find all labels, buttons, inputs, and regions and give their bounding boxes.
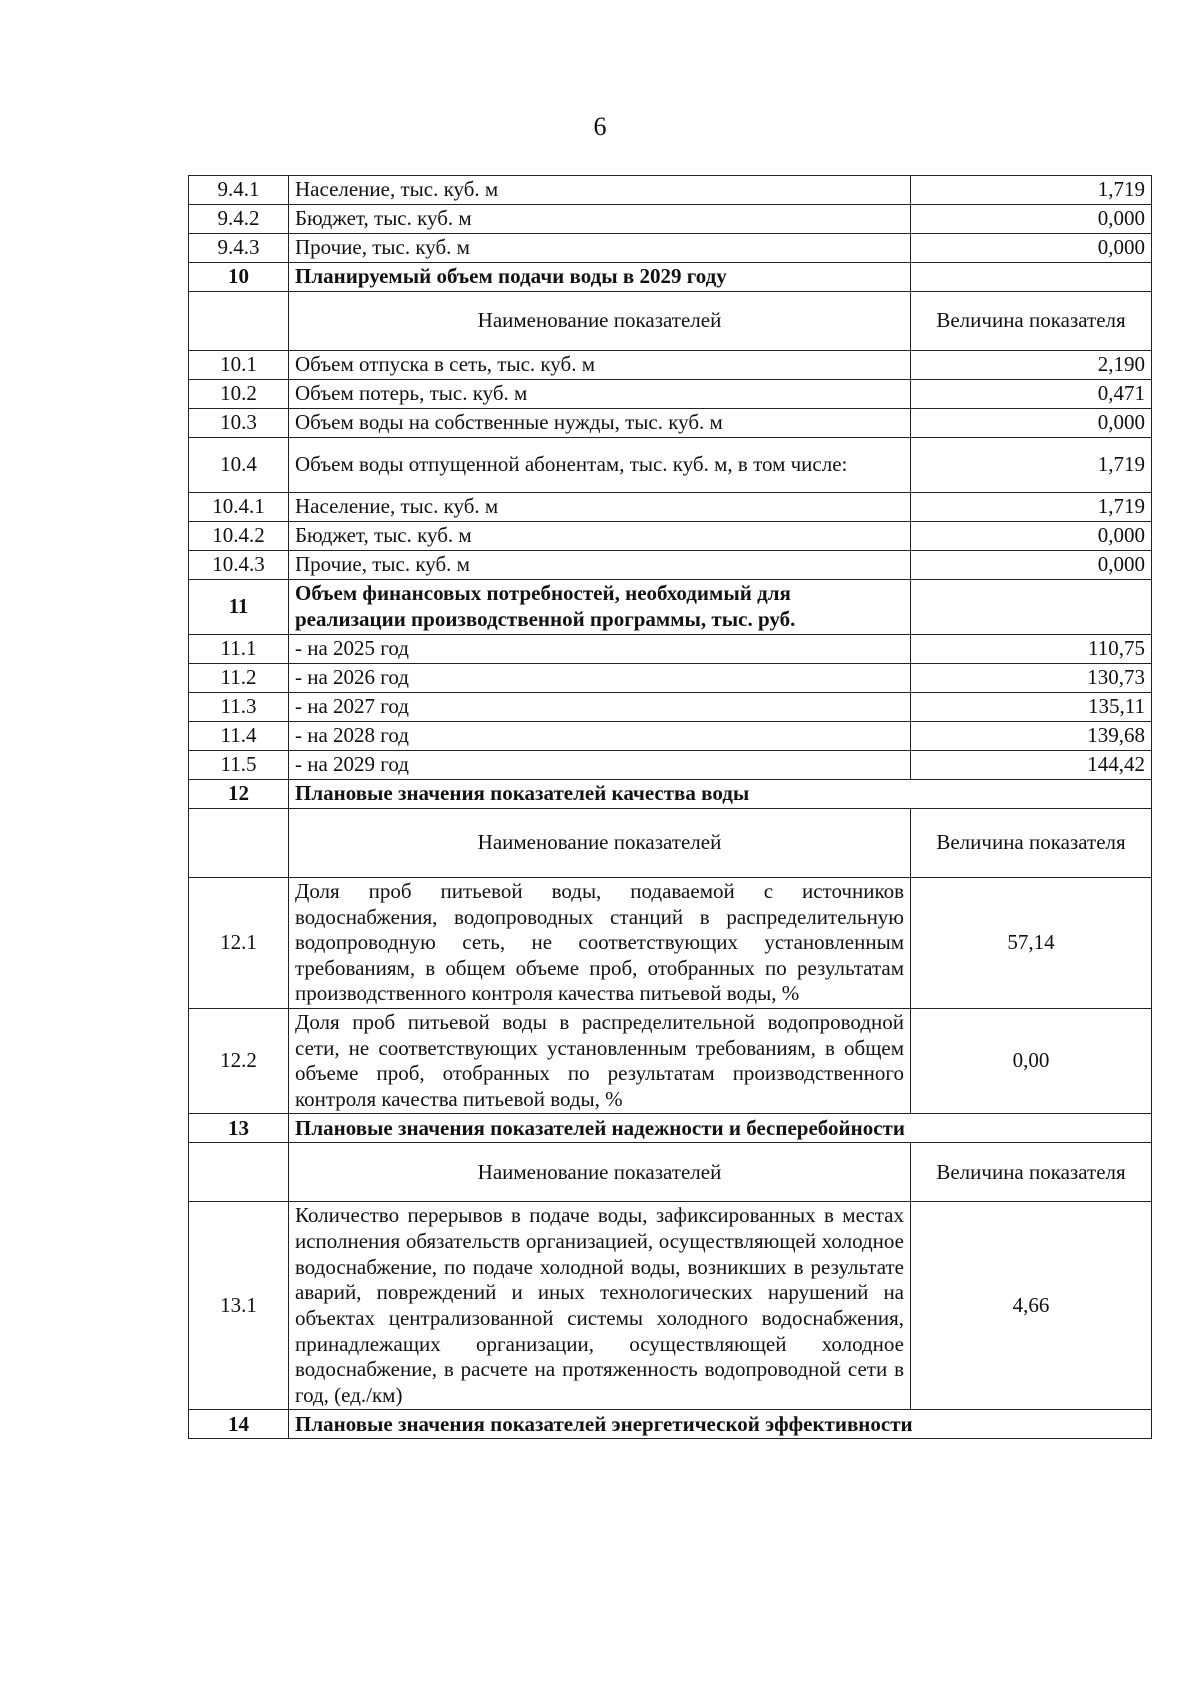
- row-number: 10.4.2: [189, 522, 289, 551]
- table-row: [189, 205, 1152, 234]
- row-name: - на 2025 год: [289, 635, 911, 664]
- row-number: 13.1: [189, 1202, 289, 1410]
- row-number: 10.4: [189, 438, 289, 493]
- empty-cell: [189, 1143, 289, 1202]
- row-value: 144,42: [911, 751, 1152, 780]
- table-row: [189, 176, 1152, 205]
- row-name: Прочие, тыс. куб. м: [289, 234, 911, 263]
- table-row: [189, 635, 1152, 664]
- row-number: 11.5: [189, 751, 289, 780]
- header-row: [189, 292, 1152, 351]
- row-number: 10.4.3: [189, 551, 289, 580]
- row-name: Бюджет, тыс. куб. м: [289, 522, 911, 551]
- row-value: 1,719: [911, 493, 1152, 522]
- table-row: [189, 693, 1152, 722]
- section-number: 14: [189, 1410, 289, 1439]
- empty-cell: [911, 580, 1152, 635]
- row-value: 1,719: [911, 438, 1152, 493]
- section-number: 12: [189, 780, 289, 809]
- row-value: 0,000: [911, 551, 1152, 580]
- header-row: [189, 1143, 1152, 1202]
- section-row-11: [189, 580, 1152, 635]
- table-row: [189, 551, 1152, 580]
- header-name: Наименование показателей: [289, 1143, 911, 1202]
- header-value: Величина показателя: [911, 1143, 1152, 1202]
- row-number: 9.4.2: [189, 205, 289, 234]
- empty-cell: [189, 809, 289, 878]
- header-name: Наименование показателей: [289, 809, 911, 878]
- row-value: 1,719: [911, 176, 1152, 205]
- page-number: 6: [593, 112, 607, 141]
- section-number: 10: [189, 263, 289, 292]
- row-value: 139,68: [911, 722, 1152, 751]
- row-number: 10.2: [189, 380, 289, 409]
- row-name: - на 2026 год: [289, 664, 911, 693]
- table-row: [189, 409, 1152, 438]
- row-number: 10.1: [189, 351, 289, 380]
- row-value: 2,190: [911, 351, 1152, 380]
- section-row-10: [189, 263, 1152, 292]
- row-value: 0,471: [911, 380, 1152, 409]
- table-row: [189, 878, 1152, 1009]
- row-value: 135,11: [911, 693, 1152, 722]
- row-name: Прочие, тыс. куб. м: [289, 551, 911, 580]
- section-title: Плановые значения показателей надежности и бесперебойности: [289, 1114, 1152, 1143]
- section-row-13: [189, 1114, 1152, 1143]
- header-value: Величина показателя: [911, 292, 1152, 351]
- row-name: Количество перерывов в подаче воды, зафиксированных в местах исполнения обязательств организацией, осуществляющей холодное водоснабжение, по подаче холодной воды, возникших в результате аварий, повреждений и иных технологических нарушений на объектах централизованной системы холодного водоснабжения, принадлежащих организации, осуществляющей холодное водоснабжение, в расчете на протяженность водопроводной сети в год, (ед./км): [289, 1202, 911, 1410]
- row-name: Объем воды отпущенной абонентам, тыс. куб. м, в том числе:: [289, 438, 911, 493]
- table-row: [189, 664, 1152, 693]
- row-number: 11.4: [189, 722, 289, 751]
- row-name: Бюджет, тыс. куб. м: [289, 205, 911, 234]
- row-number: 11.2: [189, 664, 289, 693]
- section-number: 13: [189, 1114, 289, 1143]
- row-name: - на 2029 год: [289, 751, 911, 780]
- row-number: 11.3: [189, 693, 289, 722]
- row-value: 0,000: [911, 409, 1152, 438]
- row-name: - на 2027 год: [289, 693, 911, 722]
- row-name: Объем отпуска в сеть, тыс. куб. м: [289, 351, 911, 380]
- row-number: 10.4.1: [189, 493, 289, 522]
- row-value: 4,66: [911, 1202, 1152, 1410]
- row-name: Доля проб питьевой воды, подаваемой с источников водоснабжения, водопроводных станций в распределительную водопроводную сеть, не соответствующих установленным требованиям, в общем объеме проб, отобранных по результатам производственного контроля качества питьевой воды, %: [289, 878, 911, 1009]
- table-row: [189, 1009, 1152, 1114]
- row-number: 10.3: [189, 409, 289, 438]
- row-number: 12.1: [189, 878, 289, 1009]
- row-name: - на 2028 год: [289, 722, 911, 751]
- row-value: 110,75: [911, 635, 1152, 664]
- section-title: Объем финансовых потребностей, необходимый для реализации производственной программы, тыс. руб.: [289, 580, 911, 635]
- row-name: Объем воды на собственные нужды, тыс. куб. м: [289, 409, 911, 438]
- section-number: 11: [189, 580, 289, 635]
- row-number: 9.4.3: [189, 234, 289, 263]
- section-row-14: [189, 1410, 1152, 1439]
- table-row: [189, 1202, 1152, 1410]
- section-row-12: [189, 780, 1152, 809]
- row-value: 0,000: [911, 234, 1152, 263]
- empty-cell: [911, 263, 1152, 292]
- row-name: Население, тыс. куб. м: [289, 176, 911, 205]
- empty-cell: [189, 292, 289, 351]
- row-value: 0,00: [911, 1009, 1152, 1114]
- table-row: [189, 351, 1152, 380]
- table-row: [189, 493, 1152, 522]
- row-number: 9.4.1: [189, 176, 289, 205]
- table-row: [189, 438, 1152, 493]
- row-value: 130,73: [911, 664, 1152, 693]
- row-value: 0,000: [911, 205, 1152, 234]
- table-row: [189, 522, 1152, 551]
- row-name: Объем потерь, тыс. куб. м: [289, 380, 911, 409]
- header-row: [189, 809, 1152, 878]
- indicators-table: [188, 175, 1152, 1439]
- row-value: 57,14: [911, 878, 1152, 1009]
- row-number: 11.1: [189, 635, 289, 664]
- row-name: Население, тыс. куб. м: [289, 493, 911, 522]
- table-row: [189, 751, 1152, 780]
- row-value: 0,000: [911, 522, 1152, 551]
- table-row: [189, 234, 1152, 263]
- header-name: Наименование показателей: [289, 292, 911, 351]
- section-title: Плановые значения показателей качества воды: [289, 780, 1152, 809]
- row-number: 12.2: [189, 1009, 289, 1114]
- section-title: Плановые значения показателей энергетической эффективности: [289, 1410, 1152, 1439]
- section-title: Планируемый объем подачи воды в 2029 году: [289, 263, 911, 292]
- header-value: Величина показателя: [911, 809, 1152, 878]
- table-row: [189, 380, 1152, 409]
- table-row: [189, 722, 1152, 751]
- row-name: Доля проб питьевой воды в распределительной водопроводной сети, не соответствующих установленным требованиям, в общем объеме проб, отобранных по результатам производственного контроля качества питьевой воды, %: [289, 1009, 911, 1114]
